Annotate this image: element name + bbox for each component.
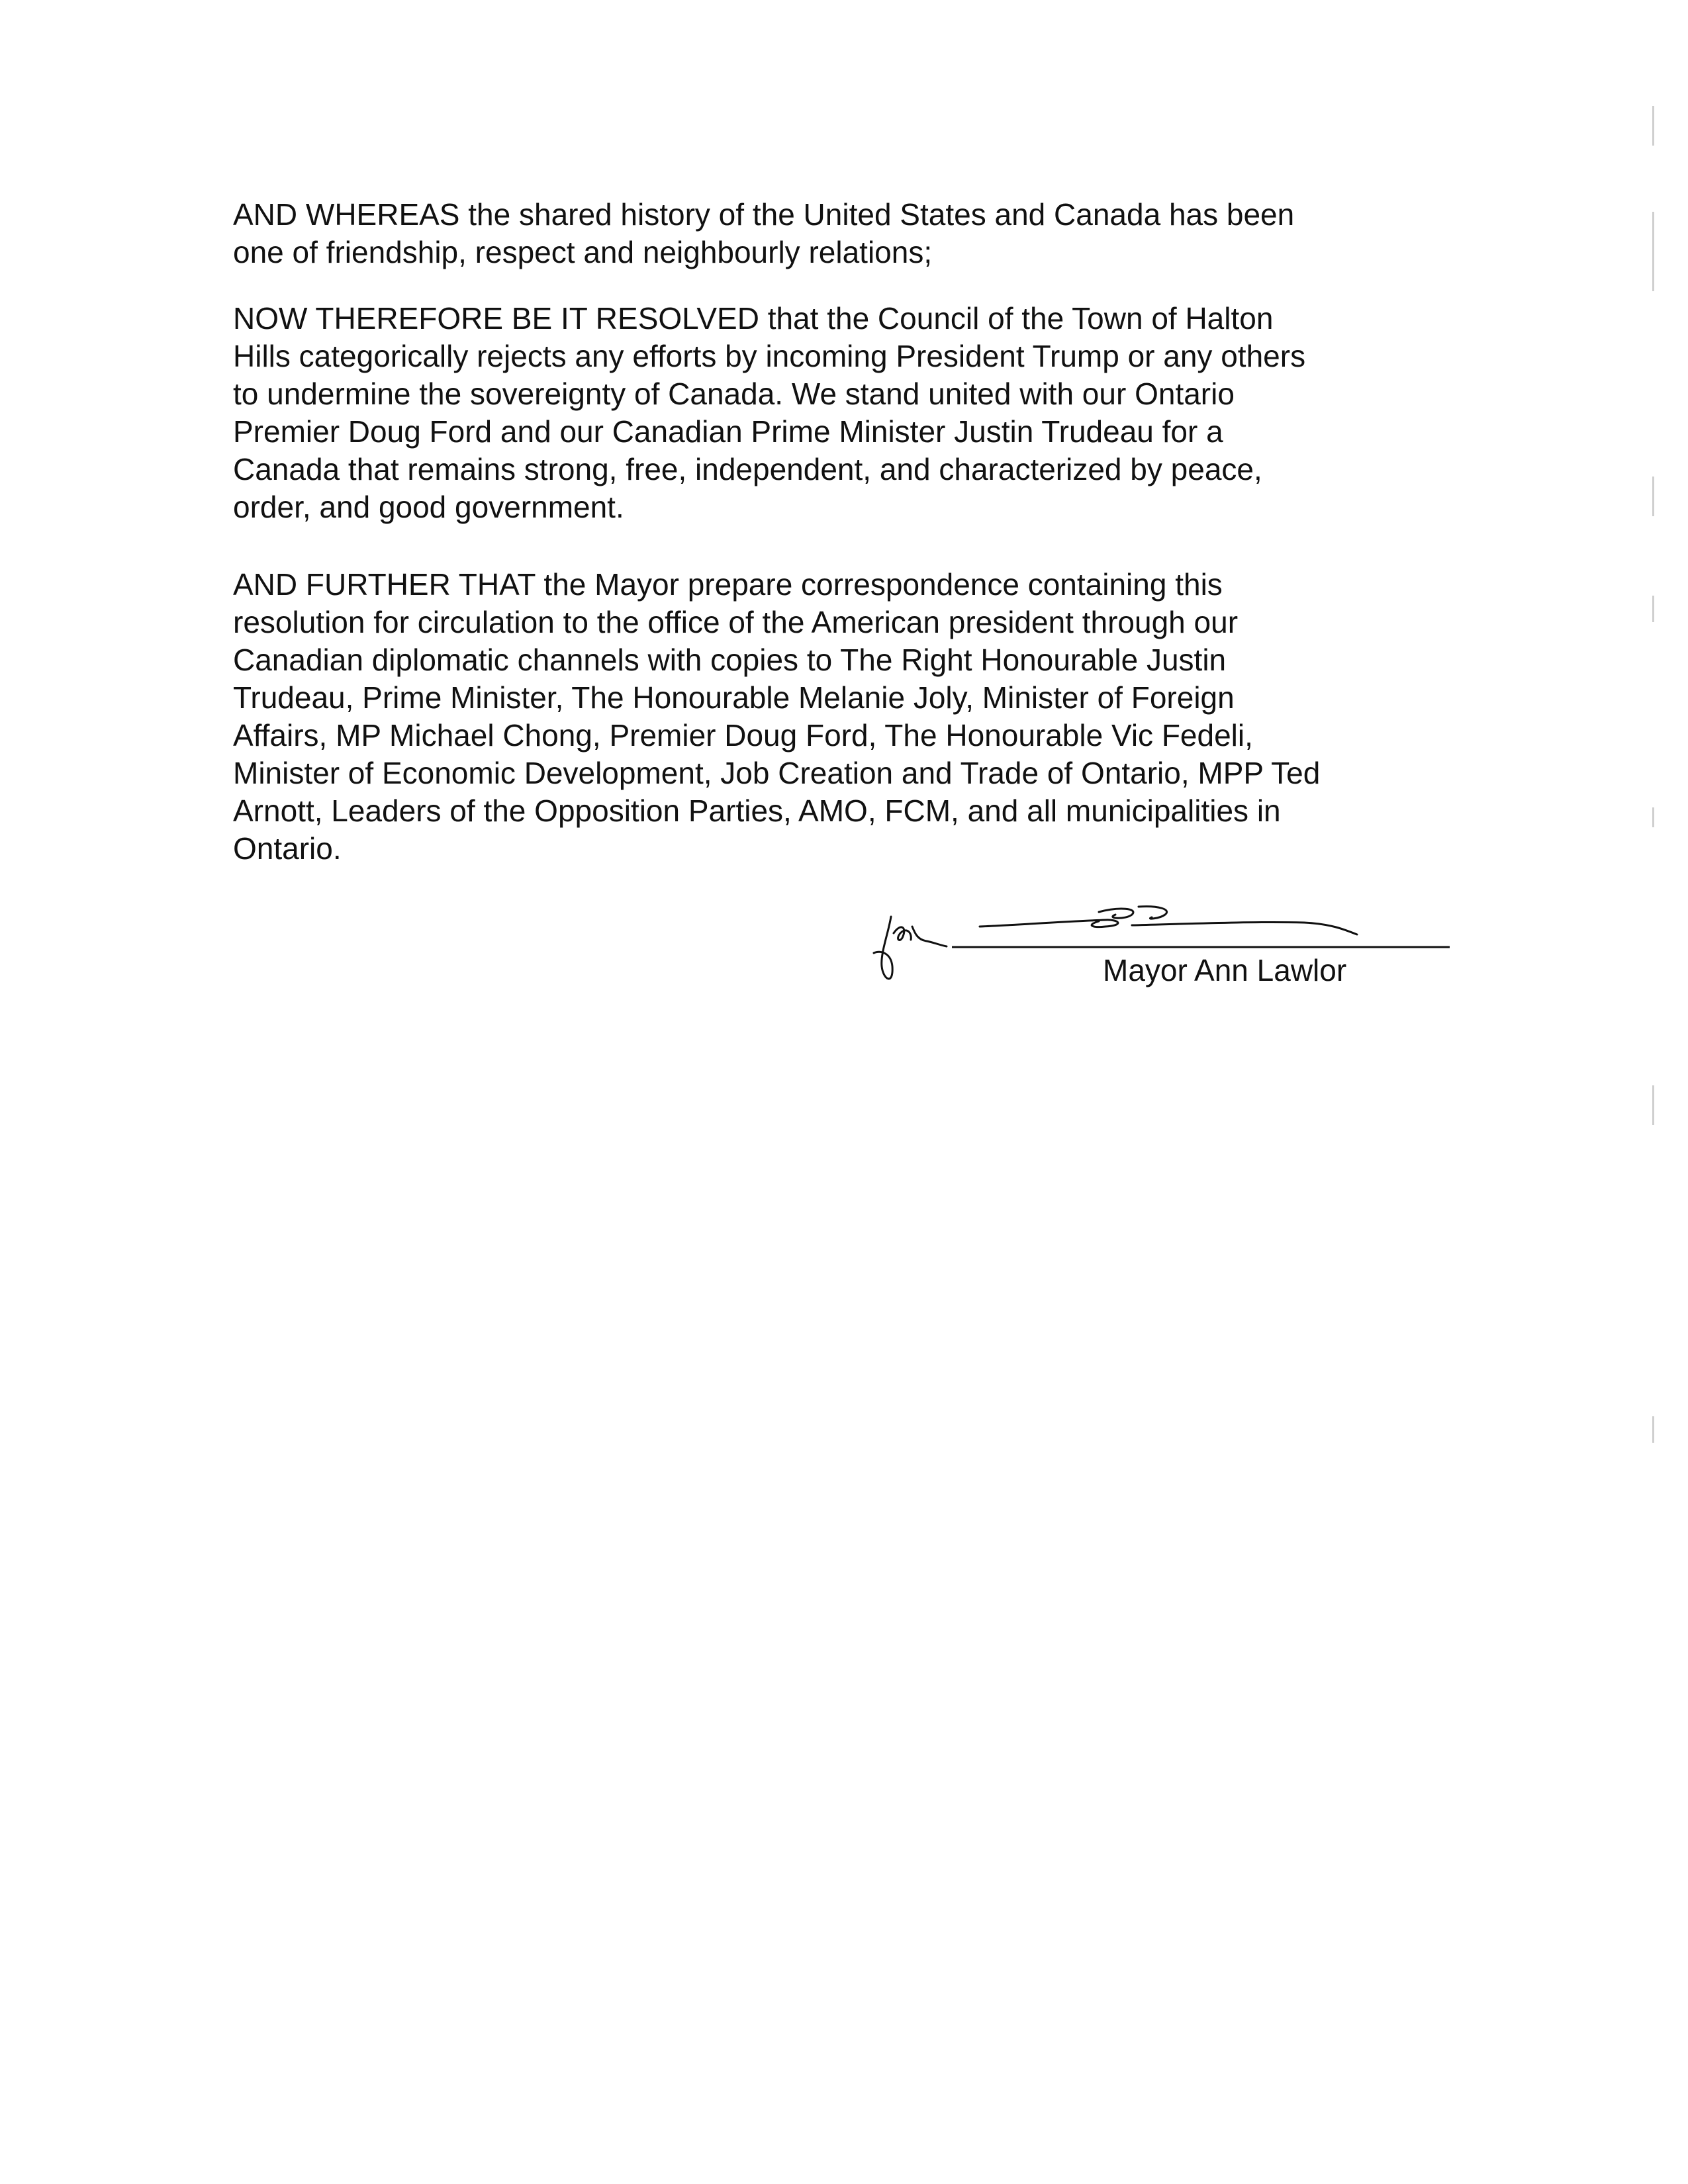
paragraph-line: Arnott, Leaders of the Opposition Parties, AMO, FCM, and all municipalities in <box>233 794 1281 828</box>
signer-name: Mayor Ann Lawlor <box>1103 953 1347 987</box>
whereas-paragraph <box>233 196 1444 271</box>
further-paragraph <box>233 566 1444 868</box>
signature-scribble-icon <box>980 907 1357 934</box>
paragraph-line: one of friendship, respect and neighbourly relations; <box>233 235 933 269</box>
paragraph-line: Affairs, MP Michael Chong, Premier Doug Ford, The Honourable Vic Fedeli, <box>233 718 1253 752</box>
scan-artifact <box>1652 807 1654 827</box>
paragraph-line: Ontario. <box>233 831 342 866</box>
paragraph-line: Minister of Economic Development, Job Creation and Trade of Ontario, MPP Ted <box>233 756 1321 790</box>
paragraph-line: Canada that remains strong, free, independent, and characterized by peace, <box>233 452 1262 486</box>
paragraph-line: NOW THEREFORE BE IT RESOLVED that the Council of the Town of Halton <box>233 301 1274 336</box>
paragraph-line: Canadian diplomatic channels with copies to The Right Honourable Justin <box>233 643 1227 677</box>
paragraph-line: order, and good government. <box>233 490 624 524</box>
paragraph-line: to undermine the sovereignty of Canada. We stand united with our Ontario <box>233 377 1235 411</box>
initials-scribble-icon <box>874 917 947 979</box>
scan-artifact <box>1652 1085 1654 1125</box>
paragraph-line: Premier Doug Ford and our Canadian Prime Minister Justin Trudeau for a <box>233 414 1223 449</box>
scan-artifact <box>1652 212 1654 291</box>
signature-block <box>854 887 1463 1019</box>
scan-edge-marks <box>1652 106 1665 1562</box>
paragraph-line: Hills categorically rejects any efforts by incoming President Trump or any others <box>233 339 1306 373</box>
paragraph-line: AND WHEREAS the shared history of the United States and Canada has been <box>233 197 1295 232</box>
paragraph-line: resolution for circulation to the office of the American president through our <box>233 605 1239 639</box>
paragraph-line: AND FURTHER THAT the Mayor prepare correspondence containing this <box>233 567 1223 602</box>
scan-artifact <box>1652 477 1654 516</box>
paragraph-line: Trudeau, Prime Minister, The Honourable Melanie Joly, Minister of Foreign <box>233 680 1235 715</box>
resolved-paragraph <box>233 300 1444 526</box>
scan-artifact <box>1652 106 1654 146</box>
scan-artifact <box>1652 596 1654 622</box>
scan-artifact <box>1652 1416 1654 1443</box>
